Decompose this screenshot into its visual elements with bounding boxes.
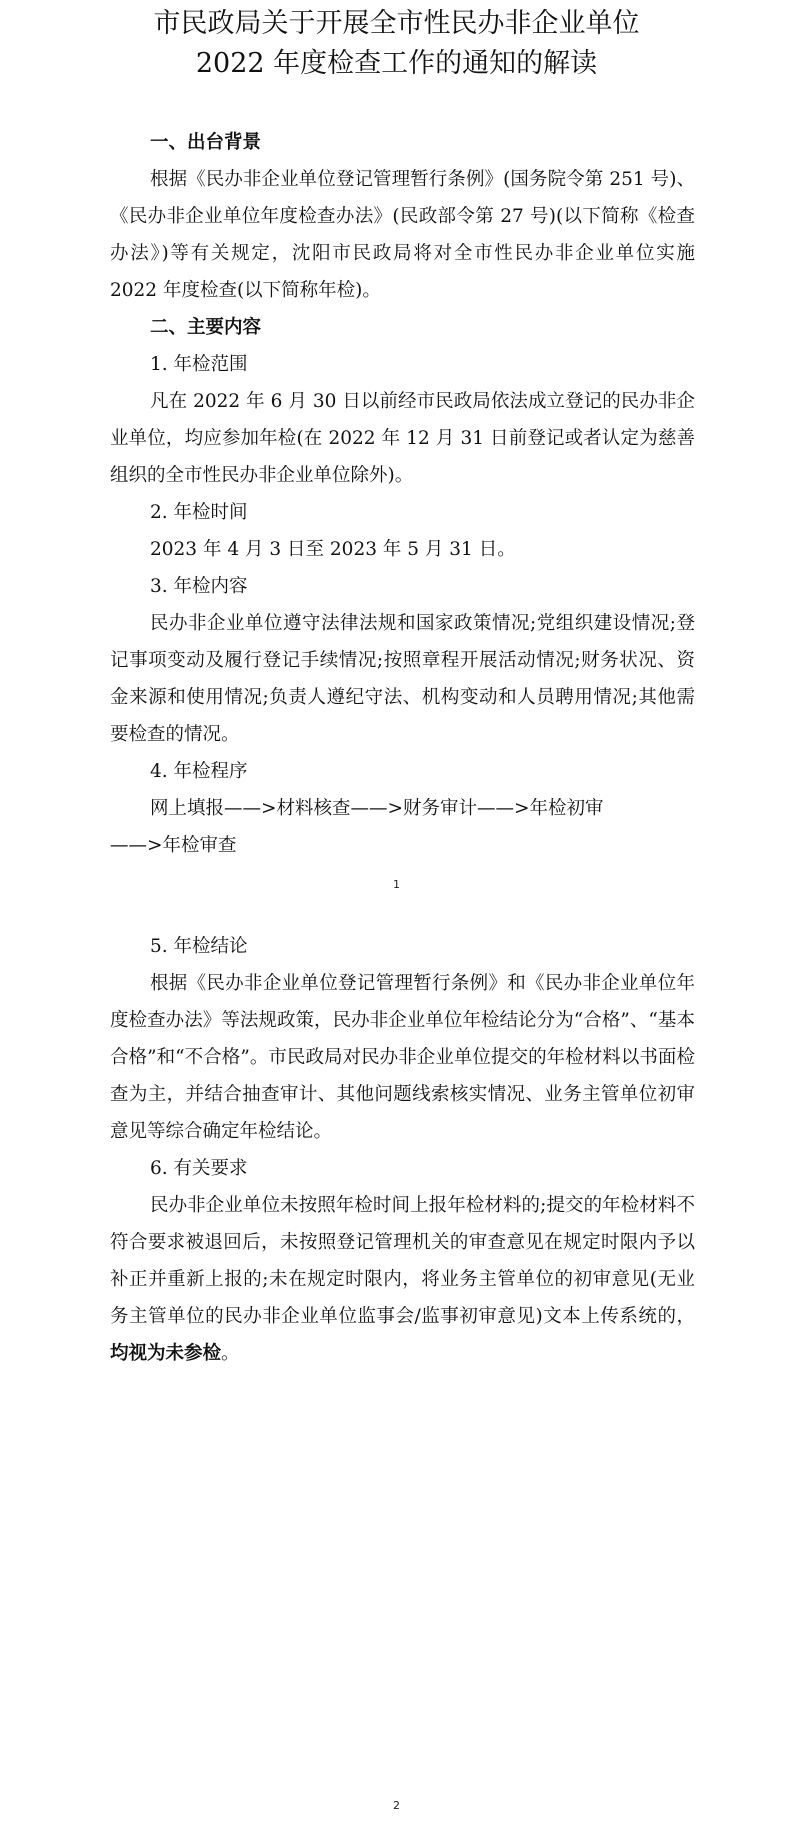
section-1-paragraph: 根据《民办非企业单位登记管理暂行条例》(国务院令第 251 号)、《民办非企业单位年度检查办法》(民政部令第 27 号)(以下简称《检查办法》)等有关规定，沈阳市民政局将对全市性民办非企业单位实施 2022 年度检查(以下简称年检)。 xyxy=(110,169,695,301)
item-5-heading: 5. 年检结论 xyxy=(150,936,248,957)
item-6-text xyxy=(110,1187,695,1372)
item-5-text: 根据《民办非企业单位登记管理暂行条例》和《民办非企业单位年度检查办法》等法规政策，民办非企业单位年检结论分为“合格”、“基本合格”和“不合格”。市民政局对民办非企业单位提交的年检材料以书面检查为主，并结合抽查审计、其他问题线索核实情况、业务主管单位初审意见等综合确定年检结论。 xyxy=(110,973,695,1142)
item-6-text-end: 。 xyxy=(221,1343,240,1364)
item-1-text: 凡在 2022 年 6 月 30 日以前经市民政局依法成立登记的民办非企业单位，均应参加年检(在 2022 年 12 月 31 日前登记或者认定为慈善组织的全市性民办非企业单位除外)。 xyxy=(110,391,695,486)
document-page-1 xyxy=(0,0,793,900)
page-number: 2 xyxy=(393,1799,400,1812)
section-1-heading: 一、出台背景 xyxy=(150,132,262,153)
section-2-heading: 二、主要内容 xyxy=(150,317,262,338)
document-page-2 xyxy=(0,900,793,1824)
item-6-text-main: 民办非企业单位未按照年检时间上报年检材料的;提交的年检材料不符合要求被退回后，未按照登记管理机关的审查意见在规定时限内予以补正并重新上报的;未在规定时限内，将业务主管单位的初审意见(无业务主管单位的民办非企业单位监事会/监事初审意见)文本上传系统的， xyxy=(110,1195,695,1327)
page-number: 1 xyxy=(393,878,400,891)
document-title xyxy=(0,4,793,84)
item-4-heading: 4. 年检程序 xyxy=(150,761,248,782)
item-3-heading: 3. 年检内容 xyxy=(150,576,248,597)
item-6-heading: 6. 有关要求 xyxy=(150,1158,248,1179)
item-4-procedure-line-2: ——>年检审查 xyxy=(110,835,237,856)
page-1-body xyxy=(110,124,695,864)
item-4-procedure-line-1: 网上填报——>材料核查——>财务审计——>年检初审 xyxy=(150,798,604,819)
item-2-heading: 2. 年检时间 xyxy=(150,502,248,523)
item-3-text: 民办非企业单位遵守法律法规和国家政策情况;党组织建设情况;登记事项变动及履行登记手续情况;按照章程开展活动情况;财务状况、资金来源和使用情况;负责人遵纪守法、机构变动和人员聘用情况;其他需要检查的情况。 xyxy=(110,613,695,745)
title-line-2: 2022 年度检查工作的通知的解读 xyxy=(195,48,598,79)
item-6-emphasis: 均视为未参检 xyxy=(110,1343,222,1364)
page-2-body xyxy=(110,928,695,1372)
title-line-1: 市民政局关于开展全市性民办非企业单位 xyxy=(153,8,640,39)
item-1-heading: 1. 年检范围 xyxy=(150,354,248,375)
item-2-text: 2023 年 4 月 3 日至 2023 年 5 月 31 日。 xyxy=(150,539,516,560)
